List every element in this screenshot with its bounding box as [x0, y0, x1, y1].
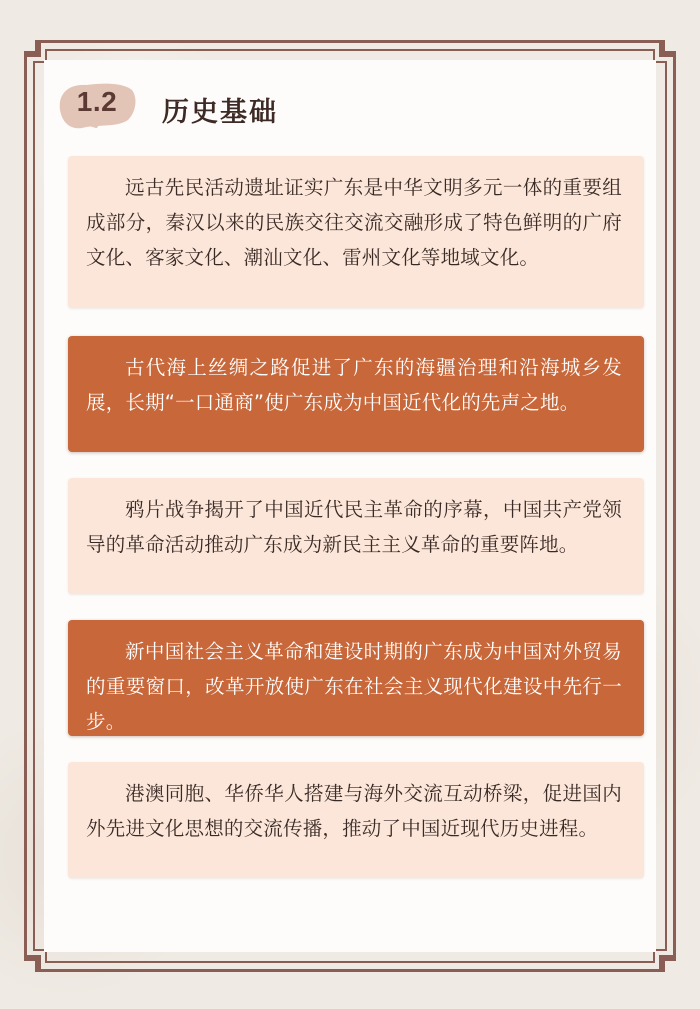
page-title: 历史基础: [162, 97, 278, 128]
section-number: 1.2: [76, 86, 118, 117]
card-text: 港澳同胞、华侨华人搭建与海外交流互动桥梁，促进国内外先进文化思想的交流传播，推动了中国近现代历史进程。: [86, 782, 622, 840]
card-text: 鸦片战争揭开了中国近代民主革命的序幕，中国共产党领导的革命活动推动广东成为新民主主义革命的重要阵地。: [86, 498, 622, 556]
history-card-1: [68, 156, 644, 308]
card-text: 古代海上丝绸之路促进了广东的海疆治理和沿海城乡发展，长期“一口通商”使广东成为中国近代化的先声之地。: [86, 356, 622, 414]
section-badge: [56, 80, 138, 132]
card-text: 远古先民活动遗址证实广东是中华文明多元一体的重要组成部分，秦汉以来的民族交往交流交融形成了特色鲜明的广府文化、客家文化、潮汕文化、雷州文化等地域文化。: [86, 176, 622, 269]
history-card-2: [68, 336, 644, 452]
history-card-5: [68, 762, 644, 878]
history-card-4: [68, 620, 644, 736]
card-text: 新中国社会主义革命和建设时期的广东成为中国对外贸易的重要窗口，改革开放使广东在社会主义现代化建设中先行一步。: [86, 640, 622, 733]
section-header: [56, 80, 356, 140]
history-card-3: [68, 478, 644, 594]
